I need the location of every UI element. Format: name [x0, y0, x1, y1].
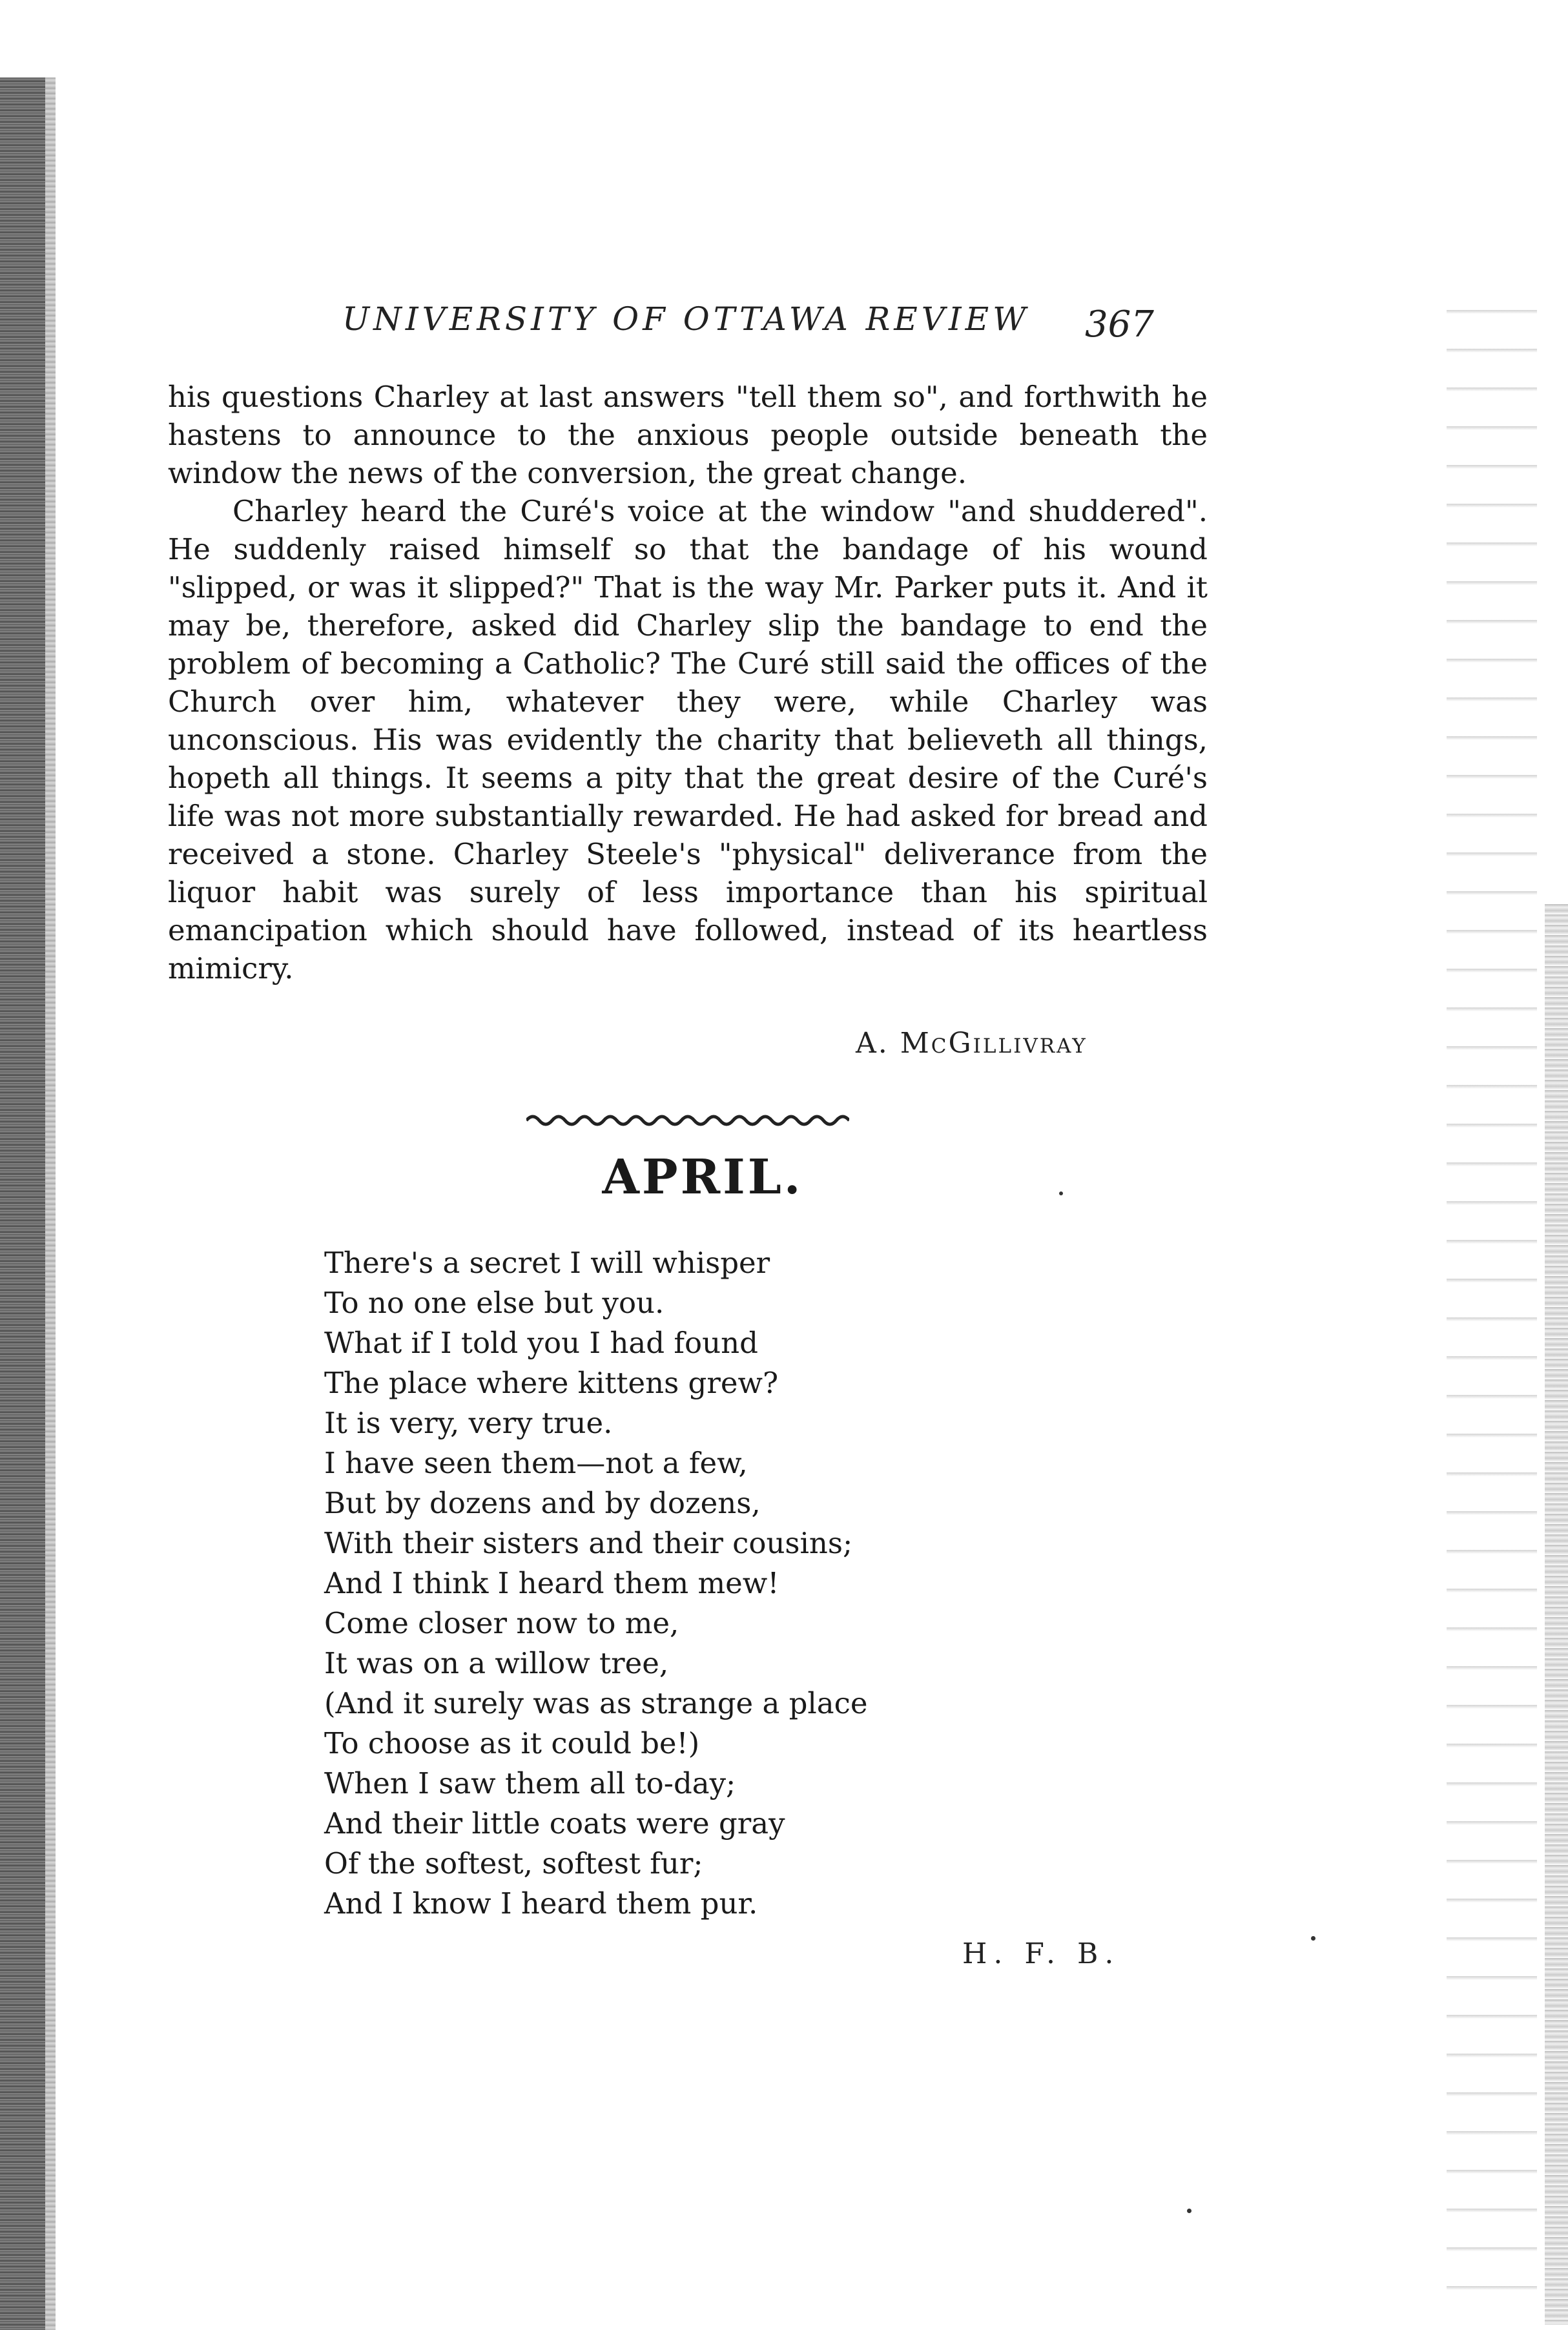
poem-line: It is very, very true.	[324, 1406, 613, 1440]
poem-line: And I know I heard them pur.	[324, 1886, 758, 1921]
poem-line: There's a secret I will whisper	[324, 1246, 770, 1280]
poem-line: With their sisters and their cousins;	[324, 1526, 853, 1560]
poem-line: (And it surely was as strange a place	[324, 1686, 868, 1720]
poem-line: To no one else but you.	[324, 1286, 665, 1320]
right-edge-bleed	[1545, 904, 1568, 2325]
binding-edge	[0, 77, 45, 2330]
poem-line: And I think I heard them mew!	[324, 1566, 779, 1600]
ink-speck	[1059, 1191, 1063, 1195]
poem-line: When I saw them all to-day;	[324, 1766, 736, 1800]
poem-line: But by dozens and by dozens,	[324, 1486, 761, 1520]
poem-line: The place where kittens grew?	[324, 1366, 779, 1400]
ink-speck	[1311, 1936, 1315, 1941]
poem-line: It was on a willow tree,	[324, 1646, 669, 1680]
paragraph: Charley heard the Curé's voice at the window "and shuddered". He suddenly raised himself so that the bandage of his wound "slipped, or was it slipped?" That is the way Mr. Parker puts it. And it may be, therefore, asked did Charley slip the bandage to end the problem of becoming a Catholic? The Curé still said the offices of the Church over him, whatever they were, while Charley was unconscious. His was evidently the charity that believeth all things, hopeth all things. It seems a pity that the great desire of the Curé's life was not more substantially rewarded. He had asked for bread and received a stone. Charley Steele's "physical" deliverance from the liquor habit was surely of less importance than his spiritual emancipation which should have followed, instead of its heartless mimicry.	[168, 494, 1208, 985]
poem-line: To choose as it could be!)	[324, 1726, 700, 1760]
journal-title: UNIVERSITY OF OTTAWA REVIEW	[342, 300, 1030, 338]
page-number: 367	[1085, 304, 1154, 345]
poem-line: And their little coats were gray	[324, 1806, 785, 1840]
article-body	[168, 378, 1208, 987]
poem-line: I have seen them—not a few,	[324, 1446, 748, 1480]
poem-line: What if I told you I had found	[324, 1326, 758, 1360]
poem-signature: H. F. B.	[962, 1937, 1120, 1970]
wavy-divider	[526, 1108, 849, 1133]
ink-speck	[1187, 2209, 1191, 2213]
poem-line: Come closer now to me,	[324, 1606, 679, 1640]
poem-body	[324, 1243, 1035, 1924]
paragraph: his questions Charley at last answers "tell them so", and forthwith he hastens to announce to the anxious people outside beneath the window the news of the conversion, the great change.	[168, 380, 1208, 490]
right-margin-marks	[1447, 310, 1537, 2325]
article-signature: A. McGillivray	[856, 1027, 1088, 1060]
running-header	[168, 294, 1201, 352]
poem-title: APRIL.	[602, 1150, 803, 1205]
poem-line: Of the softest, softest fur;	[324, 1846, 703, 1881]
